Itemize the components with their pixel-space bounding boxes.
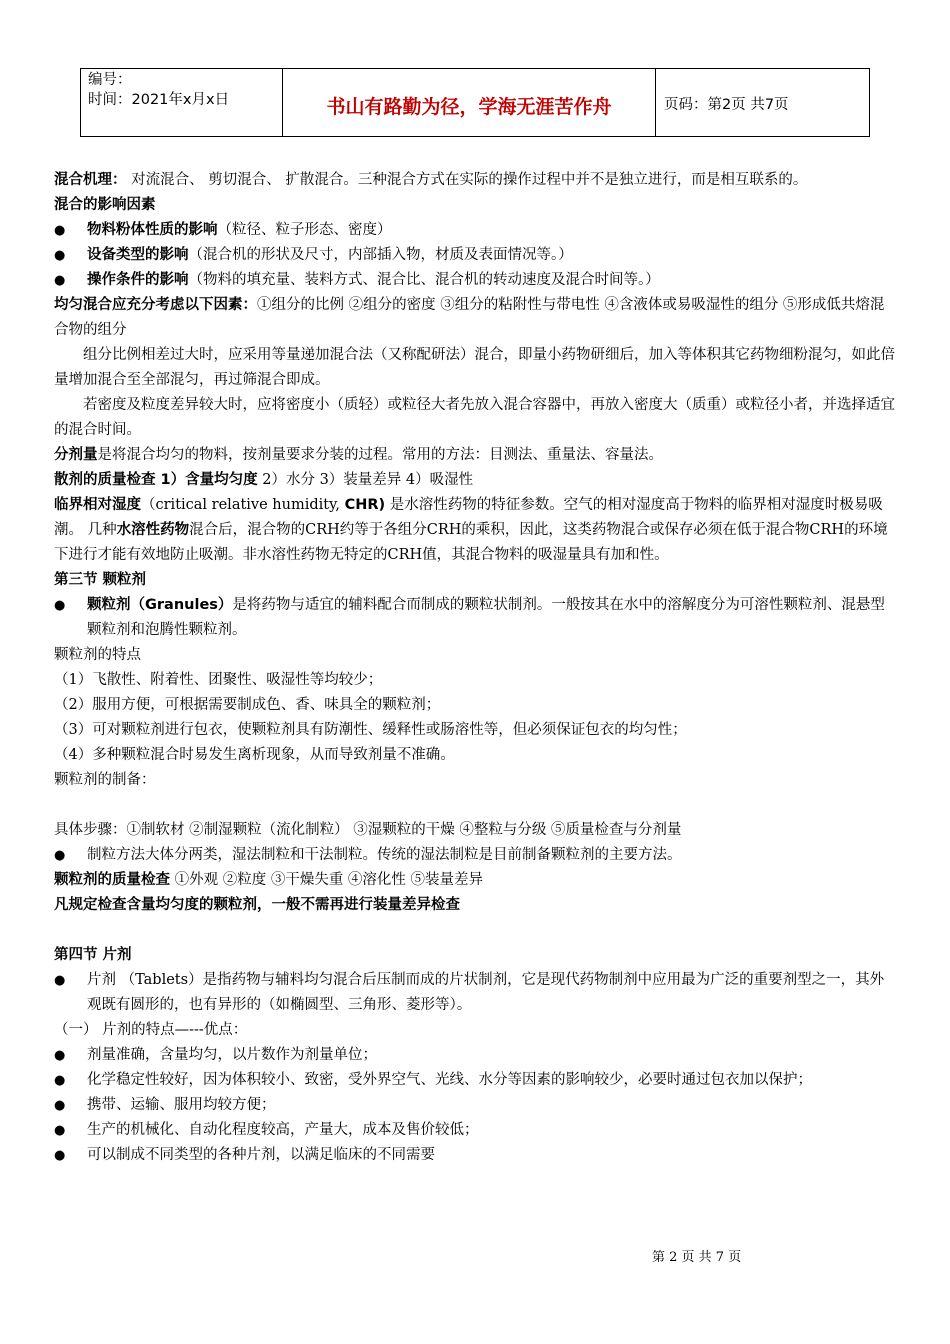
section-heading-granules: 第三节 颗粒剂 — [54, 572, 147, 588]
term: 临界相对湿度 — [54, 497, 141, 513]
bullet-icon: ● — [54, 973, 66, 988]
text: 对流混合、 剪切混合、 扩散混合。三种混合方式在实际的操作过程中并不是独立进行，而是相互联系的。 — [126, 172, 808, 188]
header-divider-right — [869, 68, 870, 136]
term: 均匀混合应充分考虑以下因素： — [54, 297, 257, 313]
text: 制粒方法大体分两类，湿法制粒和干法制粒。传统的湿法制粒是目前制备颗粒剂的主要方法。 — [87, 847, 682, 863]
text: （混合机的形状及尺寸，内部插入物，材质及表面情况等。） — [188, 247, 573, 263]
header-motto: 书山有路勤为径，学海无涯苦作舟 — [326, 96, 612, 118]
header-info — [88, 70, 229, 110]
text: 化学稳定性较好，因为体积较小、致密，受外界空气、光线、水分等因素的影响较少，必要时通过包衣加以保护； — [87, 1072, 812, 1088]
text: 是水溶性药物的特征参数。空气的相对湿度高于物料的临界相对湿度时极易吸潮。 几种 — [54, 497, 883, 538]
list-item — [54, 243, 896, 268]
paragraph-granule-qc — [54, 868, 896, 893]
header-divider-left — [80, 68, 81, 136]
document-body — [54, 168, 896, 1168]
term: 物料粉体性质的影响 — [87, 222, 218, 238]
term: CHR) — [344, 497, 386, 513]
term: 分剂量 — [54, 447, 98, 463]
paragraph: （4）多种颗粒混合时易发生离析现象，从而导致剂量不准确。 — [54, 747, 455, 763]
spacer — [54, 918, 896, 943]
header-bottom-rule — [80, 136, 870, 137]
bullet-icon: ● — [54, 223, 66, 238]
bullet-icon: ● — [54, 1073, 66, 1088]
list-item — [54, 1118, 896, 1143]
bullet-icon: ● — [54, 1048, 66, 1063]
bullet-icon: ● — [54, 248, 66, 263]
text: 剂量准确，含量均匀，以片数作为剂量单位； — [87, 1047, 377, 1063]
header-date: 时间：2021年x月x日 — [88, 92, 230, 108]
header-divider-2 — [655, 68, 656, 136]
term: 颗粒剂的质量检查 — [54, 872, 170, 888]
header-divider-1 — [282, 68, 283, 136]
text: （物料的填充量、装料方式、混合比、混合机的转动速度及混合时间等。） — [188, 272, 660, 288]
bullet-icon: ● — [54, 1148, 66, 1163]
text: 混合后，混合物的CRH约等于各组分CRH的乘积，因此，这类药物混合或保存必须在低于混合物CRH的环境下进行才能有效地防止吸潮。非水溶性药物无特定的CRH值，其混合物料的吸湿量具有加和性。 — [54, 522, 888, 563]
paragraph: 颗粒剂的制备： — [54, 772, 156, 788]
paragraph: 颗粒剂的特点 — [54, 647, 141, 663]
list-item — [54, 268, 896, 293]
bullet-icon: ● — [54, 1098, 66, 1113]
text: 是将混合均匀的物料，按剂量要求分装的过程。常用的方法：目测法、重量法、容量法。 — [97, 447, 663, 463]
paragraph: （一） 片剂的特点—---优点： — [54, 1022, 248, 1038]
list-item — [54, 1068, 896, 1093]
term-mixing-mechanism: 混合机理： — [54, 172, 127, 188]
text: 可以制成不同类型的各种片剂，以满足临床的不同需要 — [87, 1147, 435, 1163]
text: 携带、运输、服用均较方便； — [87, 1097, 276, 1113]
paragraph-powder-qc — [54, 468, 896, 493]
term: 设备类型的影响 — [87, 247, 189, 263]
paragraph-density: 若密度及粒度差异较大时，应将密度小（质轻）或粒径大者先放入混合容器中，再放入密度大（质重）或粒径小者，并选择适宜的混合时间。 — [54, 397, 895, 438]
paragraph-dosing — [54, 443, 896, 468]
paragraph-note: 凡规定检查含量均匀度的颗粒剂，一般不需再进行装量差异检查 — [54, 897, 460, 913]
text: （critical relative humidity, — [141, 497, 345, 513]
term: 散剂的质量检查 1）含量均匀度 — [54, 472, 258, 488]
section-heading-tablets: 第四节 片剂 — [54, 947, 132, 963]
list-item — [54, 1043, 896, 1068]
list-item — [54, 218, 896, 243]
term: 颗粒剂（Granules） — [87, 597, 233, 613]
paragraph: （2）服用方便，可根据需要制成色、香、味具全的颗粒剂； — [54, 697, 441, 713]
paragraph-uniform-mixing — [54, 293, 896, 343]
header-number: 编号： — [88, 72, 132, 88]
paragraph-ratio: 组分比例相差过大时，应采用等量递加混合法（又称配研法）混合，即量小药物研细后，加入等体积其它药物细粉混匀，如此倍量增加混合至全部混匀，再过筛混合即成。 — [54, 347, 895, 388]
paragraph-chr — [54, 493, 896, 568]
text: 2）水分 3）装量差异 4）吸湿性 — [257, 472, 474, 488]
list-item — [54, 968, 896, 1018]
term: 水溶性药物 — [116, 522, 190, 538]
list-item — [54, 1143, 896, 1168]
header-page: 页码：第2页 共7页 — [664, 97, 789, 113]
header-top-rule — [80, 68, 870, 69]
text: 生产的机械化、自动化程度较高，产量大，成本及售价较低； — [87, 1122, 479, 1138]
bullet-icon: ● — [54, 848, 66, 863]
bullet-icon: ● — [54, 1123, 66, 1138]
heading-mixing-factors: 混合的影响因素 — [54, 197, 156, 213]
term: 操作条件的影响 — [87, 272, 189, 288]
paragraph: （3）可对颗粒剂进行包衣，使颗粒剂具有防潮性、缓释性或肠溶性等，但必须保证包衣的均匀性； — [54, 722, 687, 738]
text: （粒径、粒子形态、密度） — [217, 222, 392, 238]
list-item — [54, 593, 896, 643]
text: 是将药物与适宜的辅料配合而制成的颗粒状制剂。一般按其在水中的溶解度分为可溶性颗粒剂、混悬型颗粒剂和泡腾性颗粒剂。 — [87, 597, 885, 638]
list-item — [54, 843, 896, 868]
paragraph: （1）飞散性、附着性、团聚性、吸湿性等均较少； — [54, 672, 383, 688]
list-item — [54, 1093, 896, 1118]
text: 片剂 （Tablets）是指药物与辅料均匀混合后压制而成的片状制剂，它是现代药物制剂中应用最为广泛的重要剂型之一，其外观既有圆形的，也有异形的（如椭圆型、三角形、菱形等）。 — [87, 972, 885, 1013]
text: ①组分的比例 ②组分的密度 ③组分的粘附性与带电性 ④含液体或易吸湿性的组分 ⑤形成低共熔混合物的组分 — [54, 297, 885, 338]
text: ①外观 ②粒度 ③干燥失重 ④溶化性 ⑤装量差异 — [170, 872, 484, 888]
paragraph-steps: 具体步骤：①制软材 ②制湿颗粒（流化制粒） ③湿颗粒的干燥 ④整粒与分级 ⑤质量检查与分剂量 — [54, 822, 682, 838]
paragraph-mixing-mechanism — [54, 168, 896, 193]
bullet-icon: ● — [54, 598, 66, 613]
spacer — [54, 793, 896, 818]
bullet-icon: ● — [54, 273, 66, 288]
page-footer: 第 2 页 共 7 页 — [652, 1250, 742, 1265]
